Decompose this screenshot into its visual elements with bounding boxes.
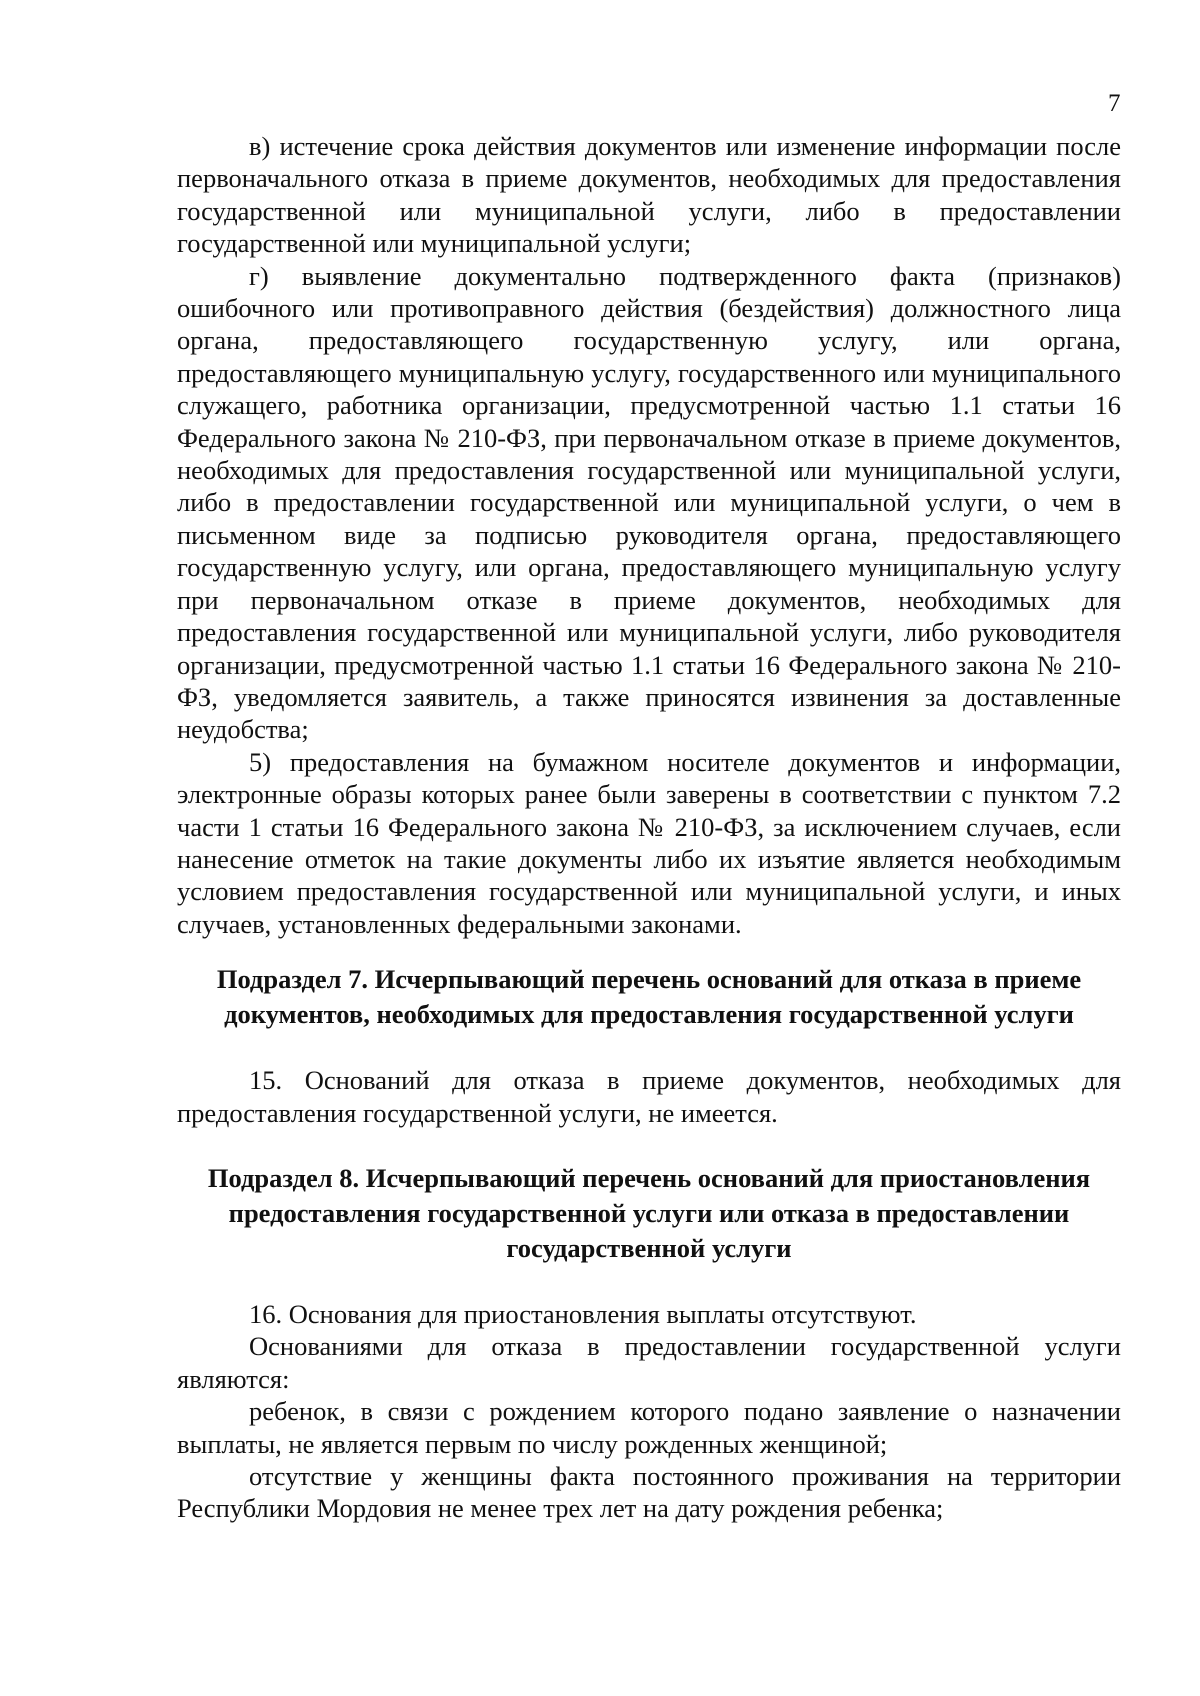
section-8-heading: Подраздел 8. Исчерпывающий перечень оснований для приостановления предоставления государственной услуги или отказа в предоставлении государственной услуги bbox=[207, 1162, 1091, 1263]
paragraph-residence: отсутствие у женщины факта постоянного проживания на территории Республики Мордовия не менее трех лет на дату рождения ребенка; bbox=[177, 1461, 1121, 1524]
page-number: 7 bbox=[1108, 90, 1121, 117]
document-body bbox=[177, 130, 1121, 1525]
paragraph-16: 16. Основания для приостановления выплаты отсутствуют. bbox=[249, 1298, 917, 1329]
paragraph-v-expiry: в) истечение срока действия документов или изменение информации после первоначального отказа в приеме документов, необходимых для предоставления государственной или муниципальной услуги, либо в предоставлении государственной или муниципальной услуги; bbox=[177, 131, 1121, 259]
section-7-heading: Подраздел 7. Исчерпывающий перечень оснований для отказа в приеме документов, необходимых для предоставления государственной услуги bbox=[216, 964, 1082, 1030]
paragraph-first-child: ребенок, в связи с рождением которого подано заявление о назначении выплаты, не является первым по числу рожденных женщиной; bbox=[177, 1396, 1121, 1459]
paragraph-5-paper-documents: 5) предоставления на бумажном носителе документов и информации, электронные образы которых ранее были заверены в соответствии с пунктом 7.2 части 1 статьи 16 Федерального закона № 210-ФЗ, за исключением случаев, если нанесение отметок на такие документы либо их изъятие является необходимым условием предоставления государственной или муниципальной услуги, и иных случаев, установленных федеральными законами. bbox=[177, 746, 1121, 939]
paragraph-g-erroneous-action: г) выявление документально подтвержденного факта (признаков) ошибочного или противоправного действия (бездействия) должностного лица органа, предоставляющего государственную услугу, или органа, предоставляющего муниципальную услугу, государственного или муниципального служащего, работника организации, предусмотренной частью 1.1 статьи 16 Федерального закона № 210-ФЗ, при первоначальном отказе в приеме документов, необходимых для предоставления государственной или муниципальной услуги, либо в предоставлении государственной или муниципальной услуги, о чем в письменном виде за подписью руководителя органа, предоставляющего государственную услугу, или органа, предоставляющего муниципальную услугу при первоначальном отказе в приеме документов, необходимых для предоставления государственной или муниципальной услуги, либо руководителя организации, предусмотренной частью 1.1 статьи 16 Федерального закона № 210-ФЗ, уведомляется заявитель, а также приносятся извинения за доставленные неудобства; bbox=[177, 260, 1121, 745]
paragraph-15: 15. Оснований для отказа в приеме документов, необходимых для предоставления государственной услуги, не имеется. bbox=[177, 1065, 1121, 1128]
paragraph-refusal-grounds: Основаниями для отказа в предоставлении государственной услуги являются: bbox=[177, 1331, 1121, 1394]
